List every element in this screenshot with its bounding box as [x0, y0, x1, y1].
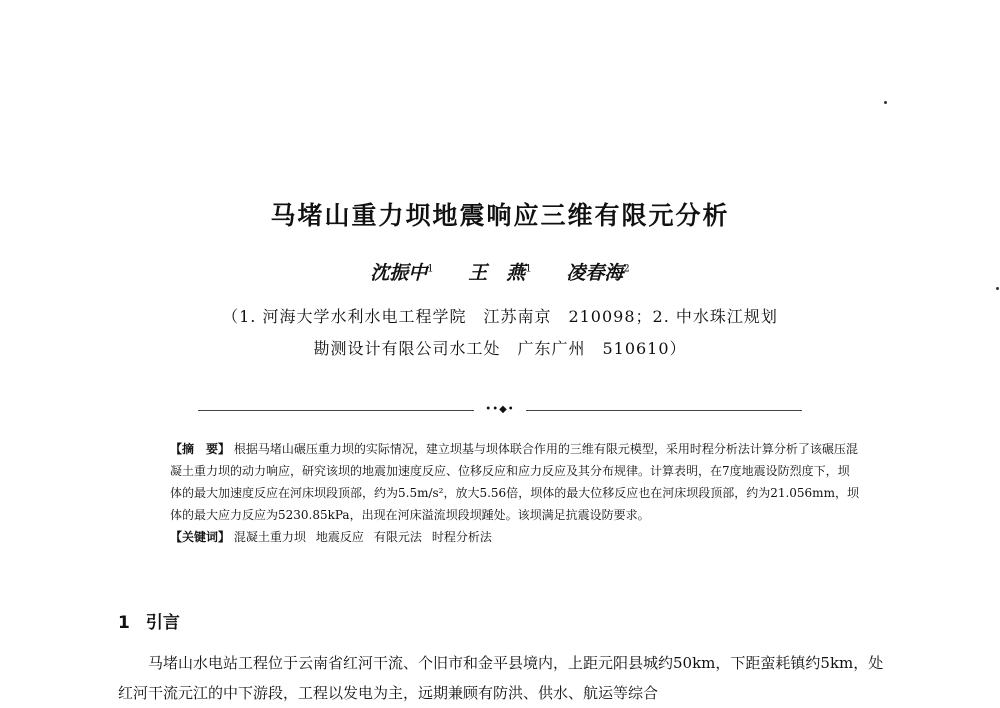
author: 王 燕$^1$: [468, 262, 532, 284]
abstract-label: 【摘 要】: [170, 442, 231, 456]
keyword: 混凝土重力坝: [233, 530, 306, 544]
divider-ornament: ••◆•: [474, 402, 526, 418]
section-number: 1: [118, 613, 130, 633]
keyword: 地震反应: [315, 530, 364, 544]
scan-speck-top-right: [884, 101, 887, 104]
keywords-label: 【关键词】: [170, 530, 231, 544]
paragraph: 马堵山水电站工程位于云南省红河干流、个旧市和金平县境内，上距元阳县城约50km，下距蛮耗镇约5km，处红河干流元江的中下游段，工程以发电为主，远期兼顾有防洪、供水、航运等综合: [118, 654, 884, 702]
abstract-text: 根据马堵山碾压重力坝的实际情况，建立坝基与坝体联合作用的三维有限元模型，采用时程分析法计算分析了该碾压混凝土重力坝的动力响应，研究该坝的地震加速度反应、位移反应和应力反应及其分布规律。计算表明，在7度地震设防烈度下，坝体的最大加速度反应在河床坝段顶部，约为5.5m/s²，放大5.56倍，坝体的最大位移反应也在河床坝段顶部，约为21.056mm，坝体的最大应力反应为5230.85kPa，出现在河床溢流坝段坝踵处。该坝满足抗震设防要求。: [170, 442, 859, 522]
abstract-block: [170, 438, 860, 548]
section-title: 引言: [145, 613, 180, 633]
affiliation-line-1: （1. 河海大学水利水电工程学院 江苏南京 210098；2. 中水珠江规划: [222, 307, 778, 326]
keywords: [170, 526, 860, 548]
author: 沈振中$^1$: [370, 262, 434, 284]
author-list: [0, 258, 1000, 285]
keyword: 时程分析法: [431, 530, 492, 544]
body-text: [118, 648, 888, 708]
paper-title: 马堵山重力坝地震响应三维有限元分析: [270, 201, 730, 230]
affiliation-line-2: 勘测设计有限公司水工处 广东广州 510610）: [313, 339, 687, 358]
author: 凌春海$^2$: [566, 262, 630, 284]
abstract: [170, 438, 860, 526]
scan-speck-right: [996, 287, 999, 290]
keyword: 有限元法: [373, 530, 422, 544]
section-heading: [118, 608, 180, 633]
